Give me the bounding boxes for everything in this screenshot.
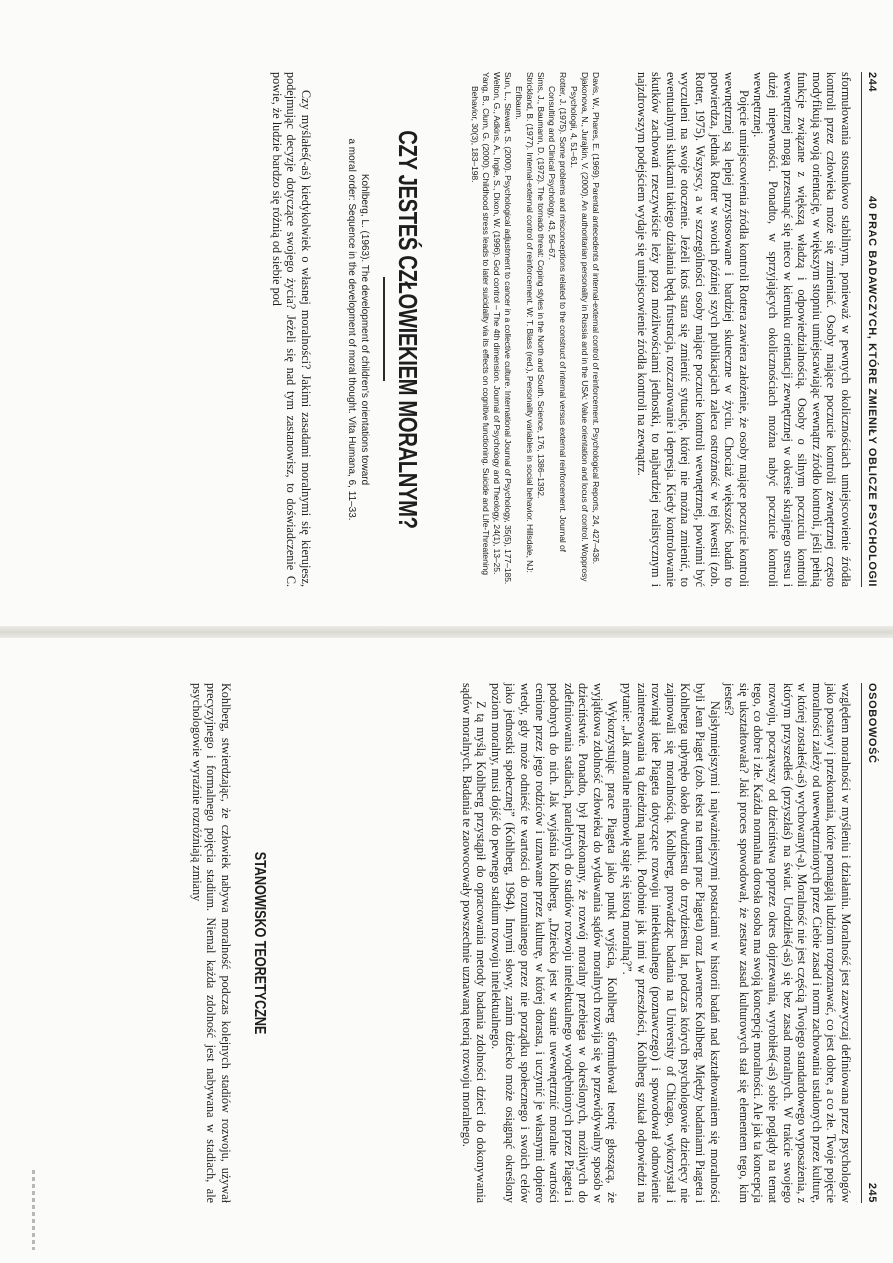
chapter-title: CZY JESTEŚ CZŁOWIEKIEM MORALNYM?	[393, 130, 423, 529]
left-body-text	[634, 72, 853, 587]
paragraph: Kohlberg, stwierdzając, że człowiek nabywa moralność podczas kolejnych stadiów rozwoju, używał precyzyjnego i formalnego pojęcia stadium. Niemal każda zdolność jest nabywana w stadiach, ale psychologowie wyraźnie rozróżniają zmiany	[189, 683, 233, 1203]
right-closing-text	[189, 683, 233, 1203]
running-title: OSOBOWOŚĆ	[866, 683, 878, 764]
left-closing-text	[269, 72, 313, 587]
paragraph: Czy myślałeś(-aś) kiedykolwiek o własnej moralności? Jakimi zasadami moralnymi się kierujesz, podejmując decyzje dotyczące swojego życia? Jeżeli się nad tym zastanowisz, to doświadczenie C. powie, że ludzie bardzo się różnią od siebie pod	[269, 72, 313, 587]
reference-list	[469, 72, 601, 587]
paragraph: sformułowania stosunkowo stabilnym, ponieważ w pewnych okolicznościach umiejscowienie źródła kontroli przez człowieka może się zmieniać. Osoby mające poczucie kontroli zewnętrznej często modyfikują swoją orientację, w większym stopniu umiejscawiając wewnątrz źródło kontroli, jeśli pełnią funkcje związane z większą władzą i odpowiedzialnością. Osoby o silnym poczuciu kontroli wewnętrznej mogą przesunąć się nieco w kierunku orientacji zewnętrznej w okresie skrajnego stresu i dużej niepewności. Ponadto, w sprzyjających okolicznościach można nabyć poczucie kontroli wewnętrznej.	[751, 72, 853, 587]
reference-item: Strickland, B. (1977). Internal-external control of reinforcement. W: T. Blass (red.), Personality variables in social behavior. Hillsdale, NJ: Erlbaum.	[514, 72, 535, 573]
source-citation-line: Kohlberg, L. (1963). The development of children's orientations toward	[359, 173, 370, 486]
paragraph: Pojęcie umiejscowienia źródła kontroli Rottera zawiera założenie, że osoby mające poczucie kontroli wewnętrznej są lepiej przystosowane i bardziej skuteczne w życiu. Chociaż większość badań to potwierdza, jednak Rotter w swoich później szych publikacjach zaleca ostrożność w tej kwestii (zob. Rotter, 1975). Wszyscy, a w szczególności osoby mające poczucie kontroli wewnętrznej, powinni być wyczuleni na swoje otoczenie. Jeżeli ktoś stara się zmienić sytuację, której nie można zmienić, to ewentualnymi skutkami takiego działania będą frustracja, rozczarowanie i depresja. Kiedy kontrolowanie skutków zachowań rzeczywiście leży poza możliwościami jednostki, to najbardziej realistycznym i najzdrowszym podejściem wydaje się umiejscowienie źródła kontroli na zewnątrz.	[634, 72, 751, 587]
running-title: 40 PRAC BADAWCZYCH, KTÓRE ZMIENIŁY OBLICZE PSYCHOLOGII	[866, 196, 878, 587]
reference-item: Welton, G., Adkins, A., Ingle, S., Dixon, W. (1996). God control – The 4th dimension. Journal of Psychology and Theology, 24(1), 13–25.	[492, 72, 502, 575]
reference-item: Yang, B., Clum, G. (2000). Childhood stress leads to later suicidality via its effects on cognitive functioning. Suicide and Life-Threatening Behavior, 30(3), 183–198.	[470, 72, 491, 575]
left-running-head	[861, 72, 883, 587]
right-body-text	[459, 683, 853, 1203]
page-number: 245	[866, 1182, 878, 1203]
reference-item: Djakonova, N., Jurajkin, V. (2000). An authoritarian personality in Russia and in the USA: Value orientation and locus of control. Wopprosy Psychologii, 4, 51–61.	[569, 72, 590, 582]
title-underline	[383, 277, 385, 381]
source-citation-line: a moral order: Sequence in the development of moral thought. Vita Humana, 6, 11–33.	[346, 138, 357, 521]
paragraph: Najsłynniejszymi i najważniejszymi postaciami w historii badań nad kształtowaniem się moralności byli Jean Piaget (zob. tekst na temat prac Piageta) oraz Lawrence Kohlberg. Między badaniami Piageta i Kohlberga upłynęło około dwudziestu do trzydziestu lat, podczas których psychologowie dziecięcy nie zajmowali się moralnością. Kohlberg, prowadząc badania na University of Chicago, wykorzystał i rozwinął idee Piageta dotyczące rozwoju intelektualnego (poznawczego) i spowodował odnowienie zainteresowania tą dziedziną nauki. Podobnie jak inni w przeszłości, Kohlberg szukał odpowiedzi na pytanie: „Jak amoralne niemowlę staje się istotą moralną?”.	[620, 683, 722, 1203]
paragraph: Wykorzystując prace Piageta jako punkt wyjścia, Kohlberg sformułował teorię głoszącą, że wyjątkowa zdolność człowieka do wydawania sądów moralnych rozwija się w przewidywalny sposób w dzieciństwie. Ponadto, był przekonany, że rozwój moralny przebiega w określonych, możliwych do zdefiniowania stadiach, paralelnych do stadiów rozwoju intelektualnego wyodrębnionych przez Piageta i podobnych do nich. Jak wyjaśnia Kohlberg, „Dziecko jest w stanie uwewnętrznić moralne wartości cenione przez jego rodziców i uznawane przez kulturę, w której dorasta, i uczynić je własnymi dopiero wtedy, gdy może odnieść te wartości do rozumianego przez nie porządku społecznego i swoich celów jako jednostki społecznej” (Kohlberg, 1964). Innymi słowy, zanim dziecko może osiągnąć określony poziom moralny, musi dojść do pewnego stadium rozwoju intelektualnego.	[488, 683, 620, 1203]
left-page	[0, 0, 893, 631]
paragraph: względem moralności w myśleniu i działaniu. Moralność jest zazwyczaj definiowana przez psychologów jako postawy i przekonania, które pomagają ludziom rozpoznawać, co jest dobre, a co złe. Twoje pojęcie moralności zależy od uwewnętrznionych przez Ciebie zasad i norm zachowania ustalonych przez kulturę, w której zostałeś(-aś) wychowany(-a). Moralność nie jest częścią Twojego standardowego wyposażenia, z którym przyszedłeś (przyszłaś) na świat. Urodziłeś(-aś) się bez zasad moralnych. W trakcie swojego rozwoju, począwszy od dzieciństwa poprzez okres dojrzewania, wyrobiłeś(-aś) sobie poglądy na temat tego, co dobre i złe. Każda normalna dorosła osoba ma swoją koncepcję moralności. Ale jak ta koncepcja się ukształtowała? Jaki proces spowodował, że zestaw zasad kulturowych stał się elementem tego, kim jesteś?	[722, 683, 853, 1203]
paragraph: Z tą myślą Kohlberg przystąpił do opracowania metody badania zdolności dzieci do dokonywania sądów moralnych. Badania te zaowocowały powszechnie uznawaną teorią rozwoju moralnego.	[459, 683, 489, 1203]
right-page	[0, 631, 893, 1263]
reference-item: Sims, J., Baumann, D. (1972). The tornado threat: Coping styles in the North and South. Science, 176, 1386–1392.	[536, 72, 546, 499]
right-running-head	[861, 683, 883, 1203]
page-number: 244	[866, 72, 878, 93]
reference-item: Rotter, J. (1975). Some problems and misconceptions related to the construct of internal versus external reinforcement. Journal of Consulting and Clinical Psychology, 43, 56–67.	[547, 72, 568, 552]
reference-item: Davis, W., Phares, E. (1969). Parental antecedents of internal-external control of reinforcement. Psychological Reports, 24, 427–436.	[591, 72, 601, 565]
reference-item: Sun, L., Stewart, S. (2000). Psychological adjustment to cancer in a collective culture. International Journal of Psychology, 35(5), 177–185.	[503, 72, 513, 585]
source-citation	[345, 72, 371, 587]
section-title: STANOWISKO TEORETYCZNE	[251, 851, 268, 1035]
